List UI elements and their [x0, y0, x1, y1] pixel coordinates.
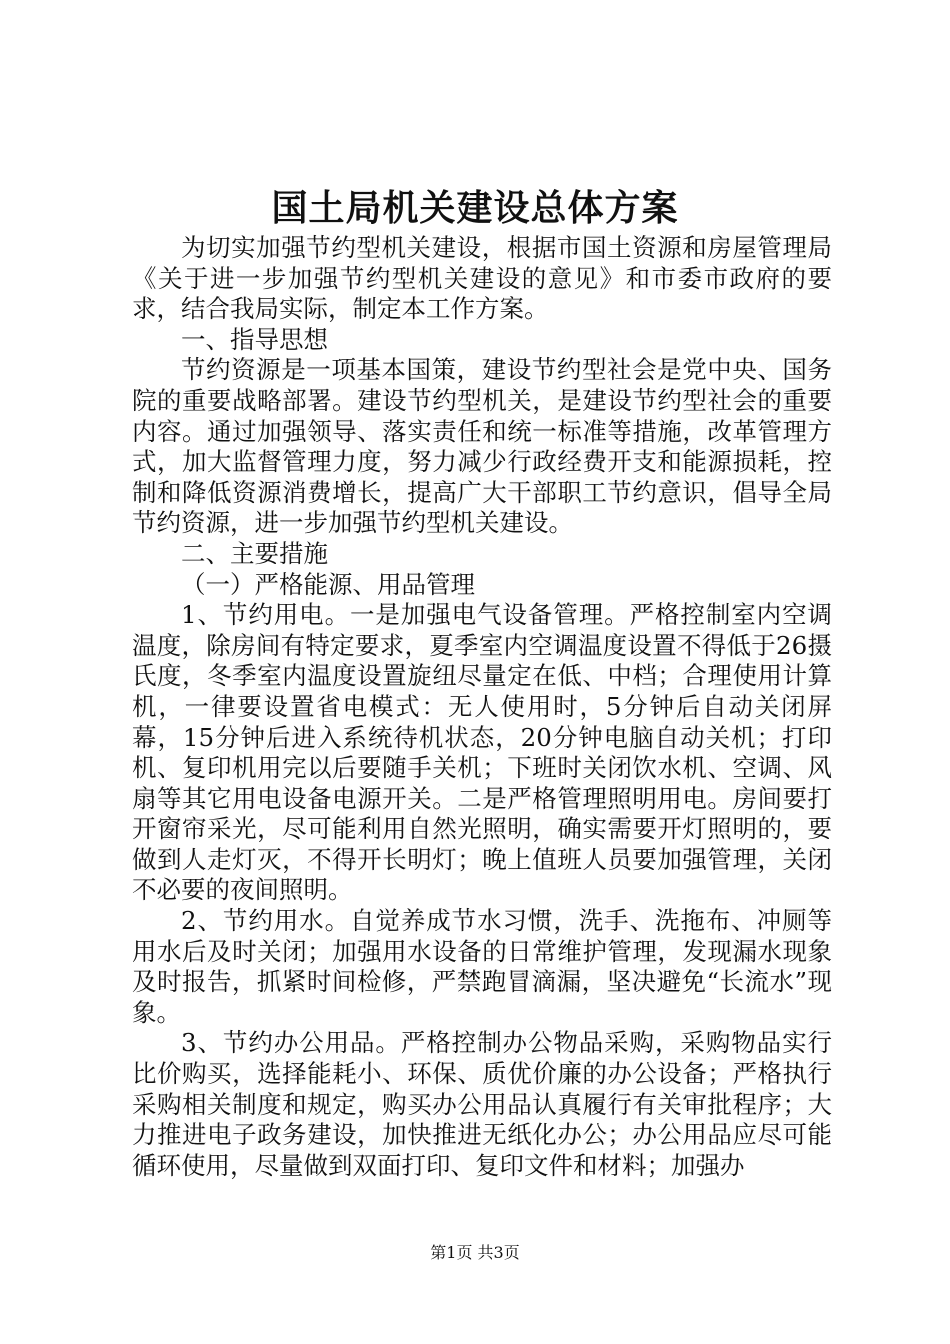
paragraph-guiding-ideology: 节约资源是一项基本国策，建设节约型社会是党中央、国务院的重要战略部署。建设节约型机关，是建设节约型社会的重要内容。通过加强领导、落实责任和统一标准等措施，改革管理方式，加大监督管理力度，努力减少行政经费开支和能源损耗，控制和降低资源消费增长，提高广大干部职工节约意识，倡导全局节约资源，进一步加强节约型机关建设。 — [132, 355, 832, 538]
paragraph-save-office-supplies: 3、节约办公用品。严格控制办公物品采购，采购物品实行比价购买，选择能耗小、环保、质优价廉的办公设备；严格执行采购相关制度和规定，购买办公用品认真履行有关审批程序；大力推进电子政务建设，加快推进无纸化办公；办公用品应尽可能循环使用，尽量做到双面打印、复印文件和材料；加强办 — [132, 1028, 832, 1180]
document-body — [132, 233, 832, 1181]
document-title: 国土局机关建设总体方案 — [271, 187, 679, 229]
paragraph-save-electricity: 1、节约用电。一是加强电气设备管理。严格控制室内空调温度，除房间有特定要求，夏季室内空调温度设置不得低于26摄氏度，冬季室内温度设置旋纽尽量定在低、中档；合理使用计算机，一律要设置省电模式：无人使用时，5分钟后自动关闭屏幕，15分钟后进入系统待机状态，20分钟电脑自动关机；打印机、复印机用完以后要随手关机；下班时关闭饮水机、空调、风扇等其它用电设备电源开关。二是严格管理照明用电。房间要打开窗帘采光，尽可能利用自然光照明，确实需要开灯照明的，要做到人走灯灭，不得开长明灯；晚上值班人员要加强管理，关闭不必要的夜间照明。 — [132, 600, 832, 905]
paragraph-intro: 为切实加强节约型机关建设，根据市国土资源和房屋管理局《关于进一步加强节约型机关建设的意见》和市委市政府的要求，结合我局实际，制定本工作方案。 — [132, 233, 832, 324]
subheading-energy-management: （一）严格能源、用品管理 — [181, 569, 475, 599]
paragraph-save-water: 2、节约用水。自觉养成节水习惯，洗手、洗拖布、冲厕等用水后及时关闭；加强用水设备的日常维护管理，发现漏水现象及时报告，抓紧时间检修，严禁跑冒滴漏，坚决避免“长流水”现象。 — [132, 906, 832, 1027]
heading-guiding-ideology: 一、指导思想 — [181, 324, 328, 354]
heading-main-measures: 二、主要措施 — [181, 538, 328, 568]
page-number-footer: 第1页 共3页 — [430, 1243, 520, 1262]
